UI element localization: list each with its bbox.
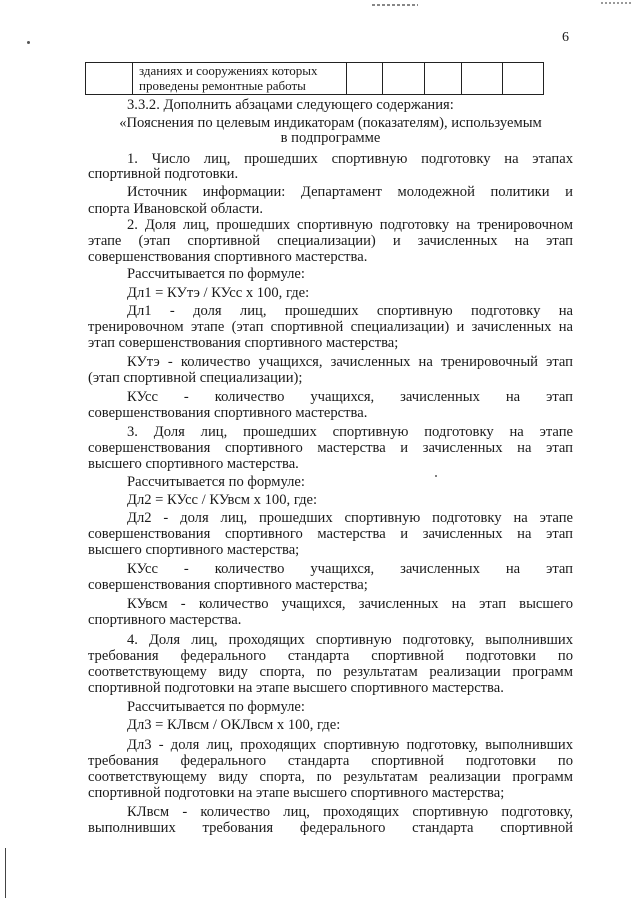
body-line: совершенствования спортивного мастерства; xyxy=(88,577,368,593)
body-line: 3. Доля лиц, прошедших спортивную подготовку на этапе xyxy=(127,424,573,440)
body-line: Рассчитывается по формуле: xyxy=(127,699,305,715)
body-line: этап совершенствования спортивного мастерства; xyxy=(88,335,399,351)
body-line: 3.3.2. Дополнить абзацами следующего содержания: xyxy=(127,97,454,113)
body-line: выполнивших требования федерального стандарта спортивной xyxy=(88,820,573,836)
body-line: КУвсм - количество учащихся, зачисленных на этап высшего xyxy=(127,596,573,612)
page-number: 6 xyxy=(562,30,569,45)
body-line: этапе (этап спортивной специализации) и зачисленных на этап xyxy=(88,233,573,249)
body-line: спортивной подготовки. xyxy=(88,166,239,182)
body-line: 2. Доля лиц, прошедших спортивную подготовку на тренировочном xyxy=(127,217,573,233)
body-line: спорта Ивановской области. xyxy=(88,201,264,217)
body-line: КУтэ - количество учащихся, зачисленных на тренировочный этап xyxy=(127,354,573,370)
body-line: соответствующему виду спорта, по результатам реализации программ xyxy=(88,769,573,785)
body-line: 1. Число лиц, прошедших спортивную подготовку на этапах xyxy=(127,151,573,167)
scan-speck xyxy=(27,41,30,44)
table-cell-text xyxy=(133,63,347,95)
scan-speck xyxy=(435,475,437,477)
body-line: (этап спортивной специализации); xyxy=(88,370,303,386)
table-row xyxy=(86,63,544,95)
formula-line: Дл2 = КУсс / КУвсм х 100, где: xyxy=(127,492,318,508)
body-line: Дл3 - доля лиц, проходящих спортивную подготовку, выполнивших xyxy=(127,737,573,753)
scan-artifact xyxy=(372,4,418,6)
body-line: Дл1 - доля лиц, прошедших спортивную подготовку на xyxy=(127,303,573,319)
body-line: совершенствования спортивного мастерства. xyxy=(88,405,368,421)
scan-edge-mark xyxy=(5,848,6,898)
body-line: в подпрограмме xyxy=(280,130,381,146)
body-line: спортивного мастерства. xyxy=(88,612,242,628)
table-cell-line: проведены ремонтные работы xyxy=(139,78,306,93)
body-line: спортивной подготовки на этапе высшего спортивного мастерства. xyxy=(88,680,504,696)
body-line: 4. Доля лиц, проходящих спортивную подготовку, выполнивших xyxy=(127,632,573,648)
body-line: совершенствования спортивного мастерства. xyxy=(88,249,368,265)
scan-artifact xyxy=(601,2,631,4)
table-cell-line: зданиях и сооружениях которых xyxy=(139,63,318,78)
body-line: соответствующему виду спорта, по результатам реализации программ xyxy=(88,664,573,680)
body-line: КУсс - количество учащихся, зачисленных на этап xyxy=(127,561,573,577)
table-fragment xyxy=(85,62,544,95)
body-line: «Пояснения по целевым индикаторам (показателям), используемым xyxy=(119,115,542,131)
formula-line: Дл1 = КУтэ / КУсс х 100, где: xyxy=(127,285,310,301)
body-line: Источник информации: Департамент молодежной политики и xyxy=(127,184,573,200)
body-line: требования федерального стандарта спортивной подготовки по xyxy=(88,753,573,769)
body-line: тренировочном этапе (этап спортивной специализации) и зачисленных на xyxy=(88,319,573,335)
body-line: совершенствования спортивного мастерства и зачисленных на этап xyxy=(88,526,573,542)
body-line: Рассчитывается по формуле: xyxy=(127,266,305,282)
body-line: Дл2 - доля лиц, прошедших спортивную подготовку на этапе xyxy=(127,510,573,526)
body-line: КУсс - количество учащихся, зачисленных на этап xyxy=(127,389,573,405)
body-line: спортивной подготовки на этапе высшего спортивного мастерства; xyxy=(88,785,505,801)
body-line: требования федерального стандарта спортивной подготовки по xyxy=(88,648,573,664)
body-line: высшего спортивного мастерства. xyxy=(88,456,299,472)
body-line: совершенствования спортивного мастерства и зачисленных на этап xyxy=(88,440,573,456)
body-line: Рассчитывается по формуле: xyxy=(127,474,305,490)
formula-line: Дл3 = КЛвсм / ОКЛвсм х 100, где: xyxy=(127,717,341,733)
body-line: КЛвсм - количество лиц, проходящих спортивную подготовку, xyxy=(127,804,573,820)
body-line: высшего спортивного мастерства; xyxy=(88,542,300,558)
